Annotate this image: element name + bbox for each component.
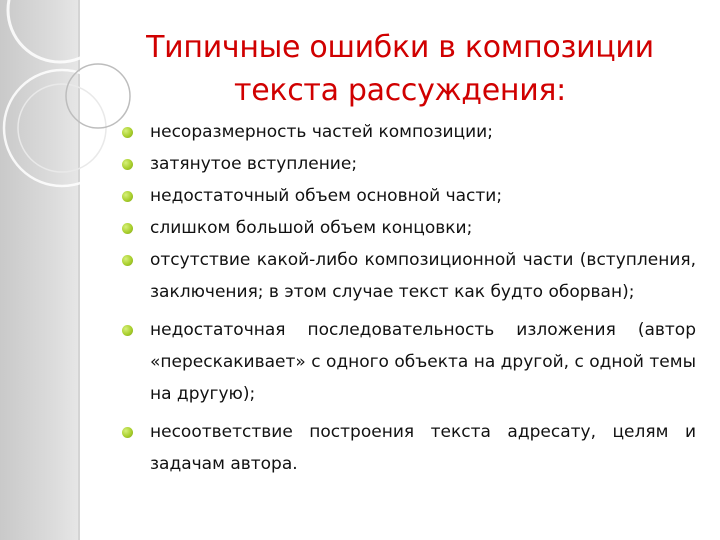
bullet-dot-icon (122, 427, 133, 438)
bullet-item (118, 212, 696, 244)
bullet-item (118, 180, 696, 212)
bullet-item (118, 314, 696, 410)
title-line-1: Типичные ошибки в композиции (146, 30, 654, 65)
bullet-item (118, 416, 696, 480)
bullet-item (118, 244, 696, 308)
bullet-item (118, 148, 696, 180)
bullet-dot-icon (122, 159, 133, 170)
bullet-dot-icon (122, 325, 133, 336)
bullet-dot-icon (122, 223, 133, 234)
bullet-text: слишком большой объем концовки; (150, 218, 473, 238)
bullet-text: несоразмерность частей композиции; (150, 122, 493, 142)
bullet-text: недостаточная последовательность изложения (автор «перескакивает» с одного объекта на другой, с одной темы на другую); (150, 320, 696, 404)
bullet-text: недостаточный объем основной части; (150, 186, 503, 206)
bullet-text: затянутое вступление; (150, 154, 358, 174)
bullet-item (118, 116, 696, 148)
bullet-text: отсутствие какой-либо композиционной части (вступления, заключения; в этом случае текст как будто оборван); (150, 250, 696, 302)
bullet-dot-icon (122, 127, 133, 138)
bullet-list (118, 116, 696, 480)
bullet-dot-icon (122, 191, 133, 202)
title-line-2: текста рассуждения: (234, 73, 566, 108)
bullet-text: несоответствие построения текста адресату, целям и задачам автора. (150, 422, 696, 474)
bullet-dot-icon (122, 255, 133, 266)
slide-title (100, 26, 700, 112)
